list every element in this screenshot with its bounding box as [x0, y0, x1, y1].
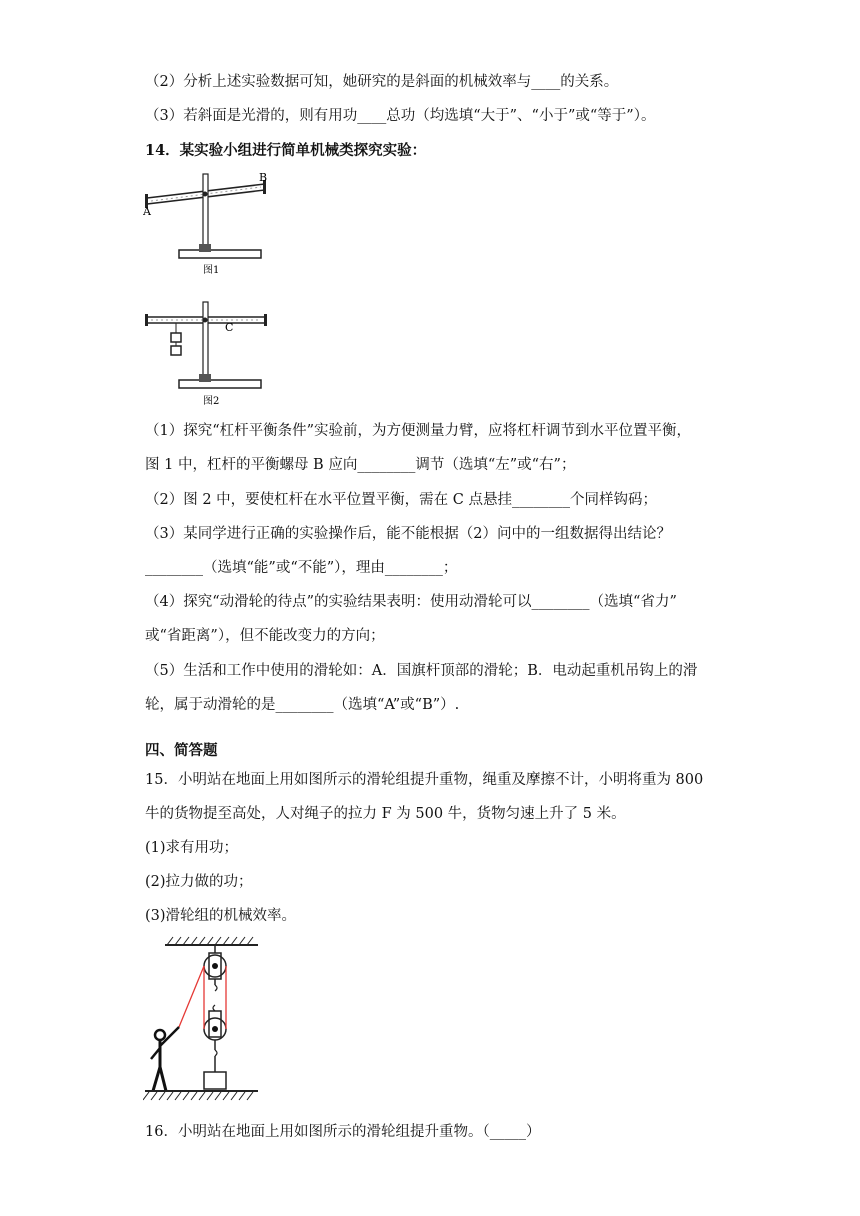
q14-part1-line1: （1）探究“杠杆平衡条件”实验前，为方便测量力臂，应将杠杆调节到水平位置平衡， [145, 423, 692, 439]
q14-part5-line1: （5）生活和工作中使用的滑轮如：A．国旗杆顶部的滑轮；B．电动起重机吊钩上的滑 [145, 663, 698, 679]
fig1-caption: 图1 [203, 265, 220, 275]
q14-part3-line1: （3）某同学进行正确的实验操作后，能不能根据（2）问中的一组数据得出结论？ [145, 526, 671, 542]
label-b: B [259, 171, 268, 184]
fig2-caption: 图2 [203, 396, 220, 407]
lever-figure-2 [143, 300, 273, 415]
label-a: A [143, 205, 151, 218]
q14-part5-line2: 轮，属于动滑轮的是________（选填“A”或“B”）. [145, 697, 460, 713]
q14-part3-line2: ________（选填“能”或“不能”），理由________； [145, 560, 458, 576]
q13-part3: （3）若斜面是光滑的，则有用功____总功（均选填“大于”、“小于”或“等于”）。 [145, 108, 656, 124]
lever-figure-1 [143, 170, 273, 275]
q15-line2: 牛的货物提至高处，人对绳子的拉力 F 为 500 牛，货物匀速上升了 5 米。 [145, 806, 626, 822]
q15-sub2: (2)拉力做的功； [145, 874, 253, 890]
q14-part4-line2: 或“省距离”），但不能改变力的方向； [145, 628, 385, 644]
q14-part2: （2）图 2 中，要使杠杆在水平位置平衡，需在 C 点悬挂________个同样钩码； [145, 492, 657, 508]
label-c: C [225, 321, 234, 334]
pulley-system-figure [143, 935, 263, 1115]
q15-sub1: (1)求有用功； [145, 840, 239, 856]
q14-part4-line1: （4）探究“动滑轮的待点”的实验结果表明：使用动滑轮可以________（选填“省力” [145, 594, 677, 610]
section-title: 四、简答题 [145, 742, 218, 759]
q13-part2: （2）分析上述实验数据可知，她研究的是斜面的机械效率与____的关系。 [145, 74, 619, 90]
q16-line1: 16．小明站在地面上用如图所示的滑轮组提升重物。（_____） [145, 1124, 541, 1140]
q15-sub3: (3)滑轮组的机械效率。 [145, 908, 297, 924]
q14-part1-line2: 图 1 中，杠杆的平衡螺母 B 应向________调节（选填“左”或“右”； [145, 457, 576, 473]
q14-stem: 14．某实验小组进行简单机械类探究实验： [145, 142, 427, 159]
q15-line1: 15．小明站在地面上用如图所示的滑轮组提升重物，绳重及摩擦不计，小明将重为 800 [145, 772, 704, 788]
